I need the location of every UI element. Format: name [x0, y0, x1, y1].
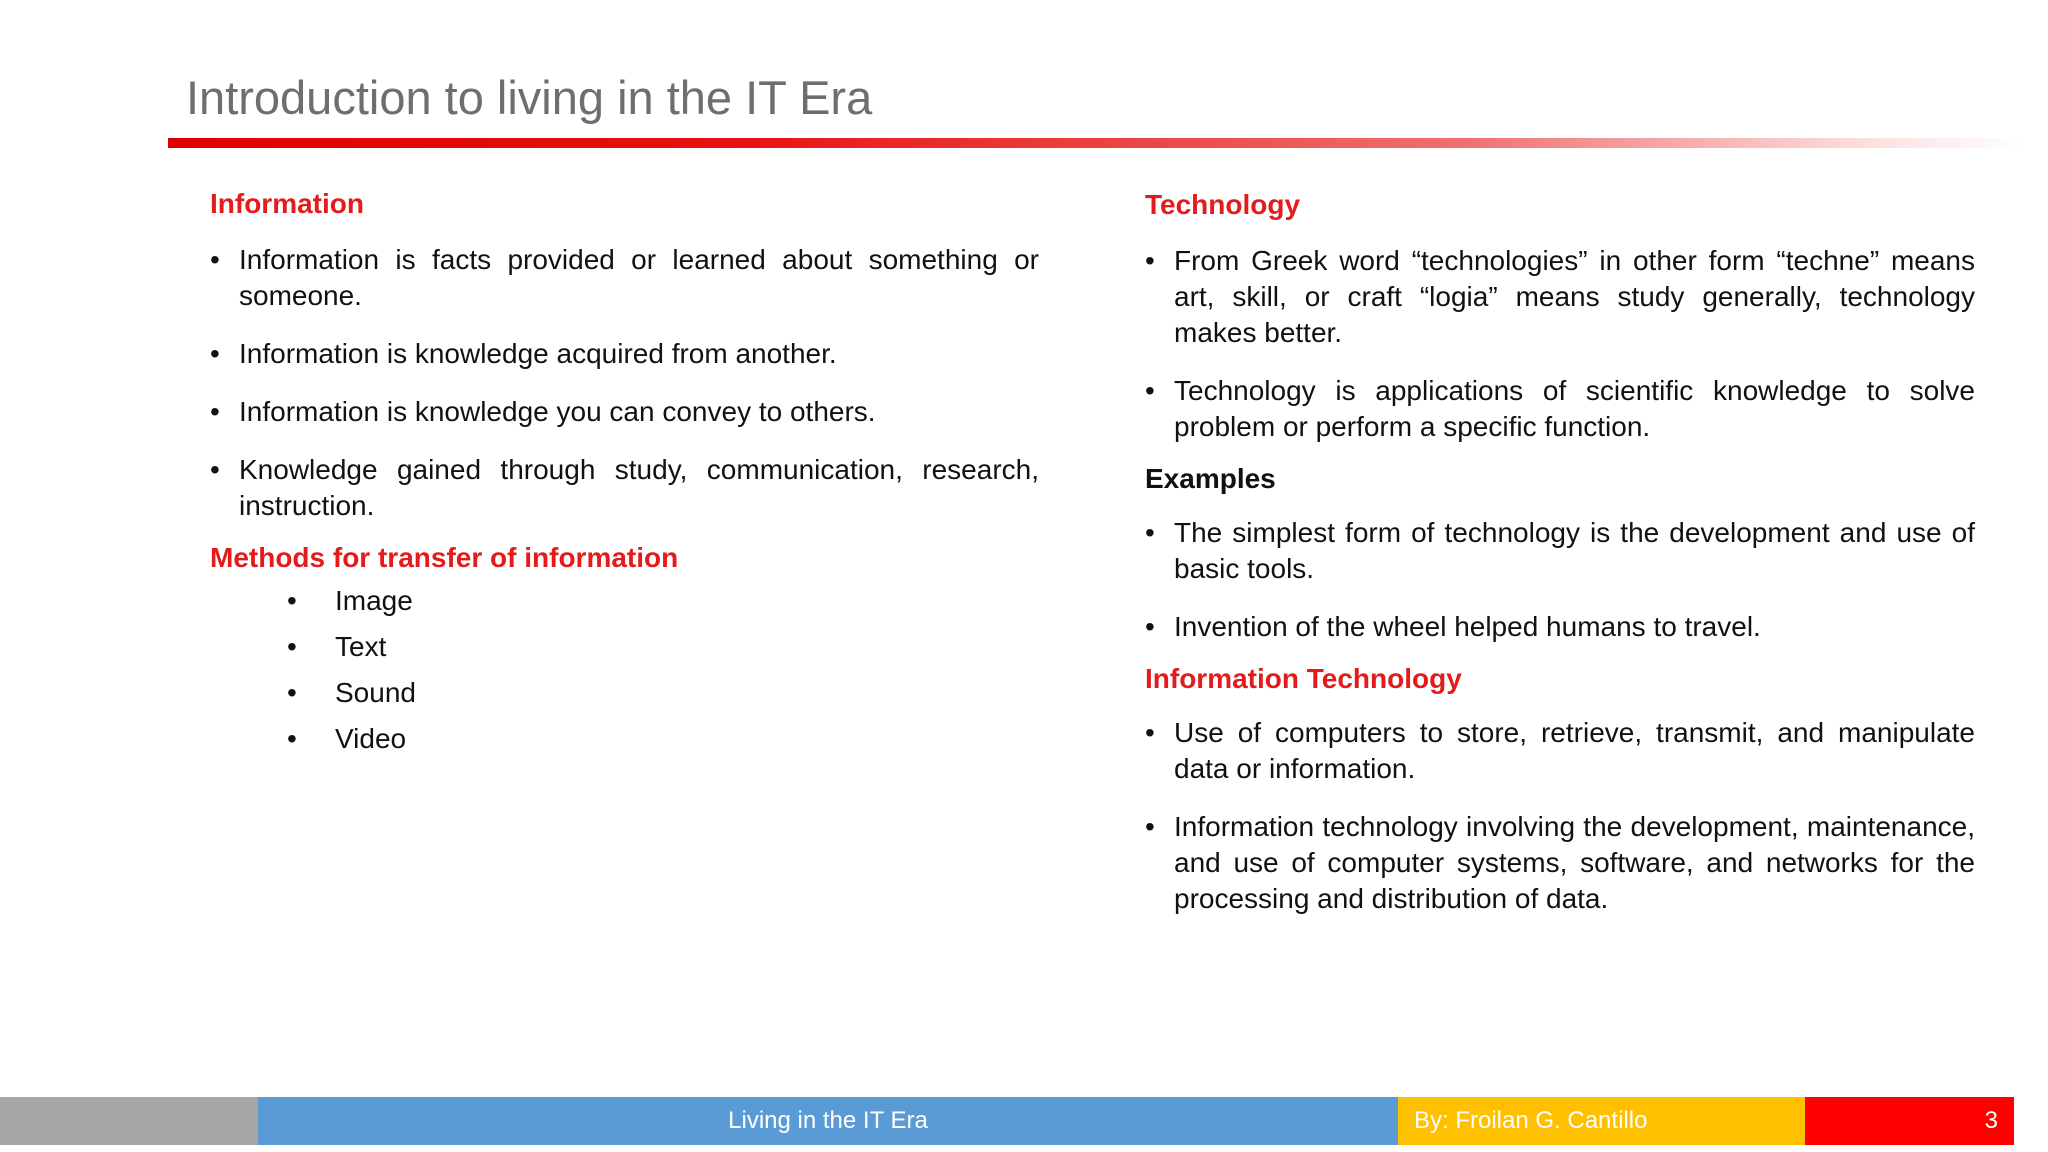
list-item-text: Text	[335, 631, 387, 662]
bullet-icon: •	[1145, 611, 1155, 642]
technology-heading: Technology	[1145, 189, 1301, 220]
left-column	[210, 184, 1039, 762]
footer-author: By: Froilan G. Cantillo	[1398, 1097, 1805, 1145]
bullet-icon: •	[210, 338, 220, 369]
bullet-icon: •	[287, 677, 297, 708]
list-item	[210, 242, 1039, 314]
information-heading: Information	[210, 188, 364, 219]
information-technology-heading: Information Technology	[1145, 663, 1462, 694]
list-item	[210, 670, 1039, 716]
list-item	[1145, 609, 1975, 645]
list-item	[210, 452, 1039, 524]
bullet-icon: •	[1145, 245, 1155, 276]
footer-bar	[0, 1097, 2014, 1145]
examples-heading: Examples	[1145, 463, 1276, 494]
bullet-icon: •	[1145, 517, 1155, 548]
list-item	[210, 336, 1039, 372]
slide-title: Introduction to living in the IT Era	[186, 71, 873, 124]
page-number: 3	[1805, 1097, 2014, 1145]
list-item-text: Information is knowledge acquired from another.	[239, 338, 837, 369]
bullet-icon: •	[287, 631, 297, 662]
list-item-text: Video	[335, 723, 407, 754]
list-item-text: Information is knowledge you can convey to others.	[239, 396, 876, 427]
methods-heading: Methods for transfer of information	[210, 542, 679, 573]
bullet-icon: •	[287, 585, 297, 616]
footer-gray-segment	[0, 1097, 258, 1145]
bullet-icon: •	[210, 454, 220, 485]
bullet-icon: •	[210, 244, 220, 275]
list-item-text: Use of computers to store, retrieve, transmit, and manipulate data or information.	[1174, 717, 1975, 784]
list-item-text: Invention of the wheel helped humans to travel.	[1174, 611, 1761, 642]
list-item	[210, 624, 1039, 670]
list-item-text: Knowledge gained through study, communication, research, instruction.	[239, 454, 1039, 521]
list-item-text: Technology is applications of scientific knowledge to solve problem or perform a specific function.	[1174, 375, 1975, 442]
right-column	[1145, 185, 1975, 917]
list-item	[1145, 243, 1975, 351]
list-item	[210, 394, 1039, 430]
list-item	[1145, 809, 1975, 917]
bullet-icon: •	[287, 723, 297, 754]
bullet-icon: •	[210, 396, 220, 427]
bullet-icon: •	[1145, 717, 1155, 748]
methods-list	[210, 578, 1039, 762]
list-item-text: Image	[335, 585, 413, 616]
list-item-text: From Greek word “technologies” in other form “techne” means art, skill, or craft “logia” means study generally, technology makes better.	[1174, 245, 1975, 348]
title-underline	[168, 138, 2023, 148]
bullet-icon: •	[1145, 375, 1155, 406]
list-item-text: The simplest form of technology is the development and use of basic tools.	[1174, 517, 1975, 584]
list-item	[210, 716, 1039, 762]
list-item-text: Information is facts provided or learned about something or someone.	[239, 244, 1039, 311]
bullet-icon: •	[1145, 811, 1155, 842]
list-item	[1145, 373, 1975, 445]
footer-course-title: Living in the IT Era	[258, 1097, 1398, 1145]
list-item-text: Information technology involving the development, maintenance, and use of computer systems, software, and networks for the processing and distribution of data.	[1174, 811, 1975, 914]
list-item-text: Sound	[335, 677, 416, 708]
list-item	[210, 578, 1039, 624]
list-item	[1145, 515, 1975, 587]
list-item	[1145, 715, 1975, 787]
